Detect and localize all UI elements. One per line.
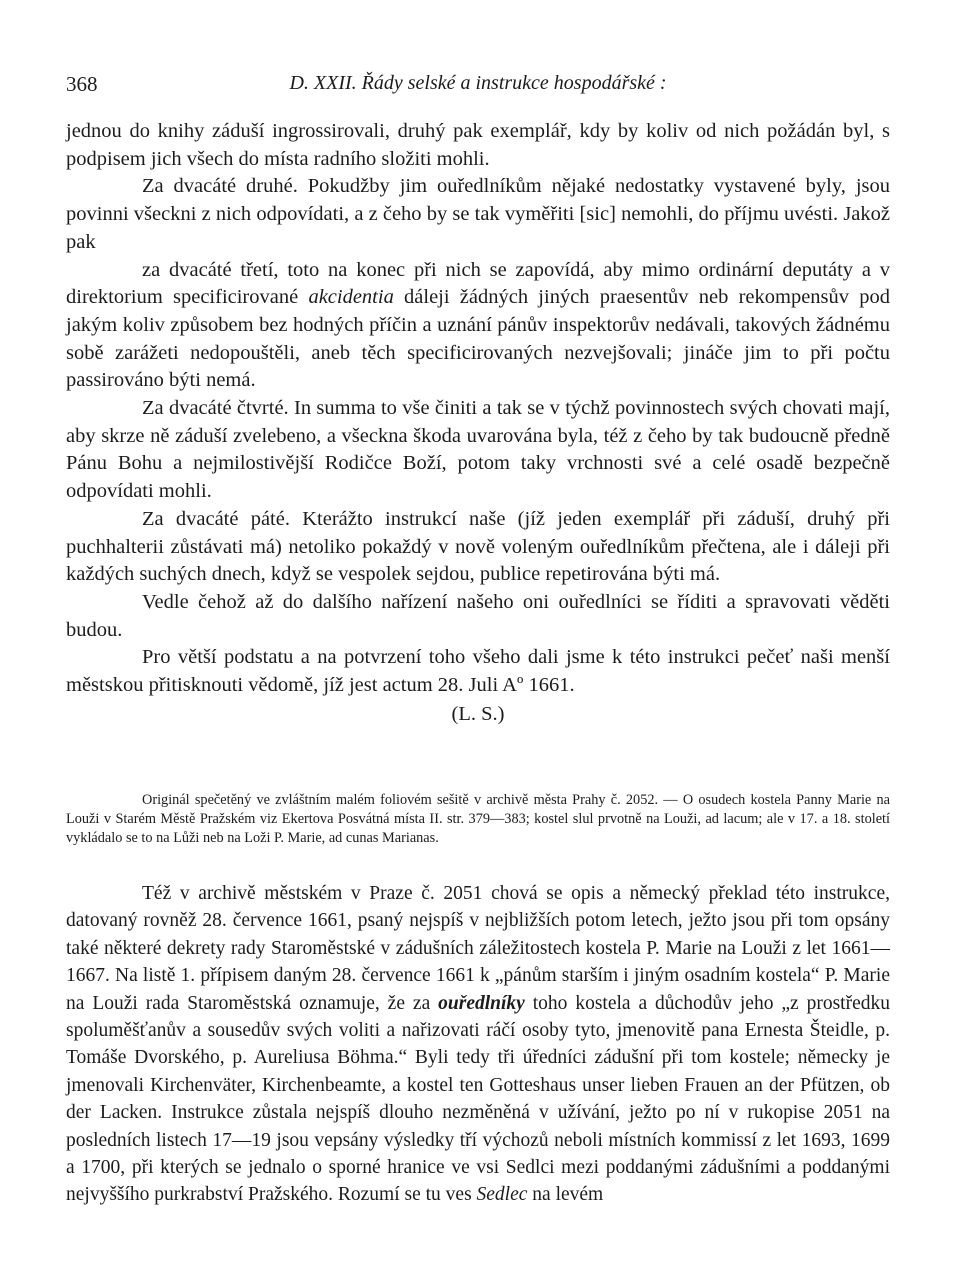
sealing-clause: Pro větší podstatu a na potvrzení toho všeho dali jsme k této instrukci pečeť naši menší městskou přitisknouti vědomě, jíž jest actum 28. Juli Aº 1661. <box>66 646 890 697</box>
running-title: D. XXII. Řády selské a instrukce hospodářské : <box>289 72 667 94</box>
commentary-text-end: na levém <box>527 1184 604 1206</box>
commentary-text-start: Též v archivě městském v Praze č. 2051 chová se opis a německý překlad této instrukce, datovaný rovněž 28. července 1661, psaný nejspíš v nejbližších potom letech, ježto jsou při tom opsány také některé dekrety rady Staroměstské v zádušních záležitostech kostela P. Marie na Louži z let 1661—1667. Na listě 1. přípisem daným 28. července 1661 k „pánům starším i jiným osadním kostela“ P. Marie na Louži rada Staroměstská oznamuje, že za <box>66 883 890 1014</box>
paragraph-continuation: jednou do knihy záduší ingrossirovali, druhý pak exemplář, kdy by koliv od nich požádán byl, s podpisem jich všech do místa radního složiti mohli. <box>66 120 890 170</box>
commentary-paragraph <box>66 880 890 1209</box>
page-number: 368 <box>66 72 98 96</box>
article-24: Za dvacáté čtvrté. In summa to vše činiti a tak se v týchž povinnostech svých chovati mají, aby skrze ně záduší zvelebeno, a všeckna škoda uvarována byla, též z čeho by tak budoucně předně Pánu Bohu a nejmilostivější Rodičce Boží, potom taky vrchnosti své a celé osadě bezpečně odpovídati mohli. <box>66 397 890 503</box>
closing-paragraph: Vedle čehož až do dalšího nařízení našeho oni ouředlníci se říditi a spravovati věděti budou. <box>66 590 890 641</box>
article-23 <box>66 257 890 396</box>
article-23-text-end: dáleji žádných jiných praesentův neb rekompensův pod jakým koliv způsobem bez hodných příčin a uznání pánův inspektorův nedávali, takových žádnému sobě zarážeti nedopouštěli, aneb těch specificirovaných nezvejšovali; jináče jim to při počtu passirováno býti nemá. <box>66 286 890 392</box>
source-footnote <box>66 791 890 848</box>
seal-mark: (L. S.) <box>451 702 505 725</box>
footnote-text: Originál spečetěný ve zvláštním malém foliovém sešitě v archivě města Prahy č. 2052. — O osudech kostela Panny Marie na Louži v Starém Městě Pražském viz Ekertova Posvátná místa II. str. 379—383; kostel slul prvotně na Louži, ad lacum; ale v 17. a 18. století vykládalo se to na Lůži neb na Loži P. Marie, ad cunas Marianas. <box>66 792 890 846</box>
commentary-text-middle: toho kostela a důchodův jeho „z prostředku spoluměšťanův a sousedův svých voliti a nařizovati ráčí osoby tyto, jmenovitě pana Ernesta Šteidle, p. Tomáše Dvorského, p. Aureliusa Böhma.“ Byli tedy tři úředníci zádušní při tom kostele; německy je jmenovali Kirchenväter, Kirchenbeamte, a kostel ten Gotteshaus unser lieben Frauen an der Pfützen, ob der Lacken. Instrukce zůstala nejspíš dlouho nezměněná v užívání, ježto po ní v rukopise 2051 na posledních listech 17—19 jsou vepsány výsledky tří výchozů neboli místních kommissí z let 1693, 1699 a 1700, při kterých se jednalo o sporné hranice ve vsi Sedlci mezi poddanými zádušními a poddanými nejvyššího purkrabství Pražského. Rozumí se tu ves <box>66 992 890 1206</box>
instruction-text <box>66 118 890 728</box>
article-23-text-start: za dvacáté třetí, toto na konec při nich se zapovídá, aby mimo ordinární deputáty a v direktorium specificirované <box>66 258 890 309</box>
page-header <box>66 72 890 102</box>
emphasis-ouredlniky: ouředlníky <box>438 992 525 1014</box>
italic-term-akcidentia: akcidentia <box>308 286 394 309</box>
article-25: Za dvacáté páté. Kterážto instrukcí naše (jíž jeden exemplář při záduší, druhý při puchhalterii zůstávati má) netoliko pokaždý v nově voleným ouředlníkům přečtena, ale i dáleji při každých suchých dnech, když se vespolek sejdou, publice repetirována býti má. <box>66 507 890 586</box>
article-22: Za dvacáté druhé. Pokudžby jim ouředlníkům nějaké nedostatky vystavené byly, jsou povinni všeckni z nich odpovídati, a z čeho by se tak vyměřiti [sic] nemohli, do příjmu uvésti. Jakož pak <box>66 175 890 253</box>
italic-term-sedlec: Sedlec <box>476 1184 528 1206</box>
editorial-commentary <box>66 880 890 1209</box>
